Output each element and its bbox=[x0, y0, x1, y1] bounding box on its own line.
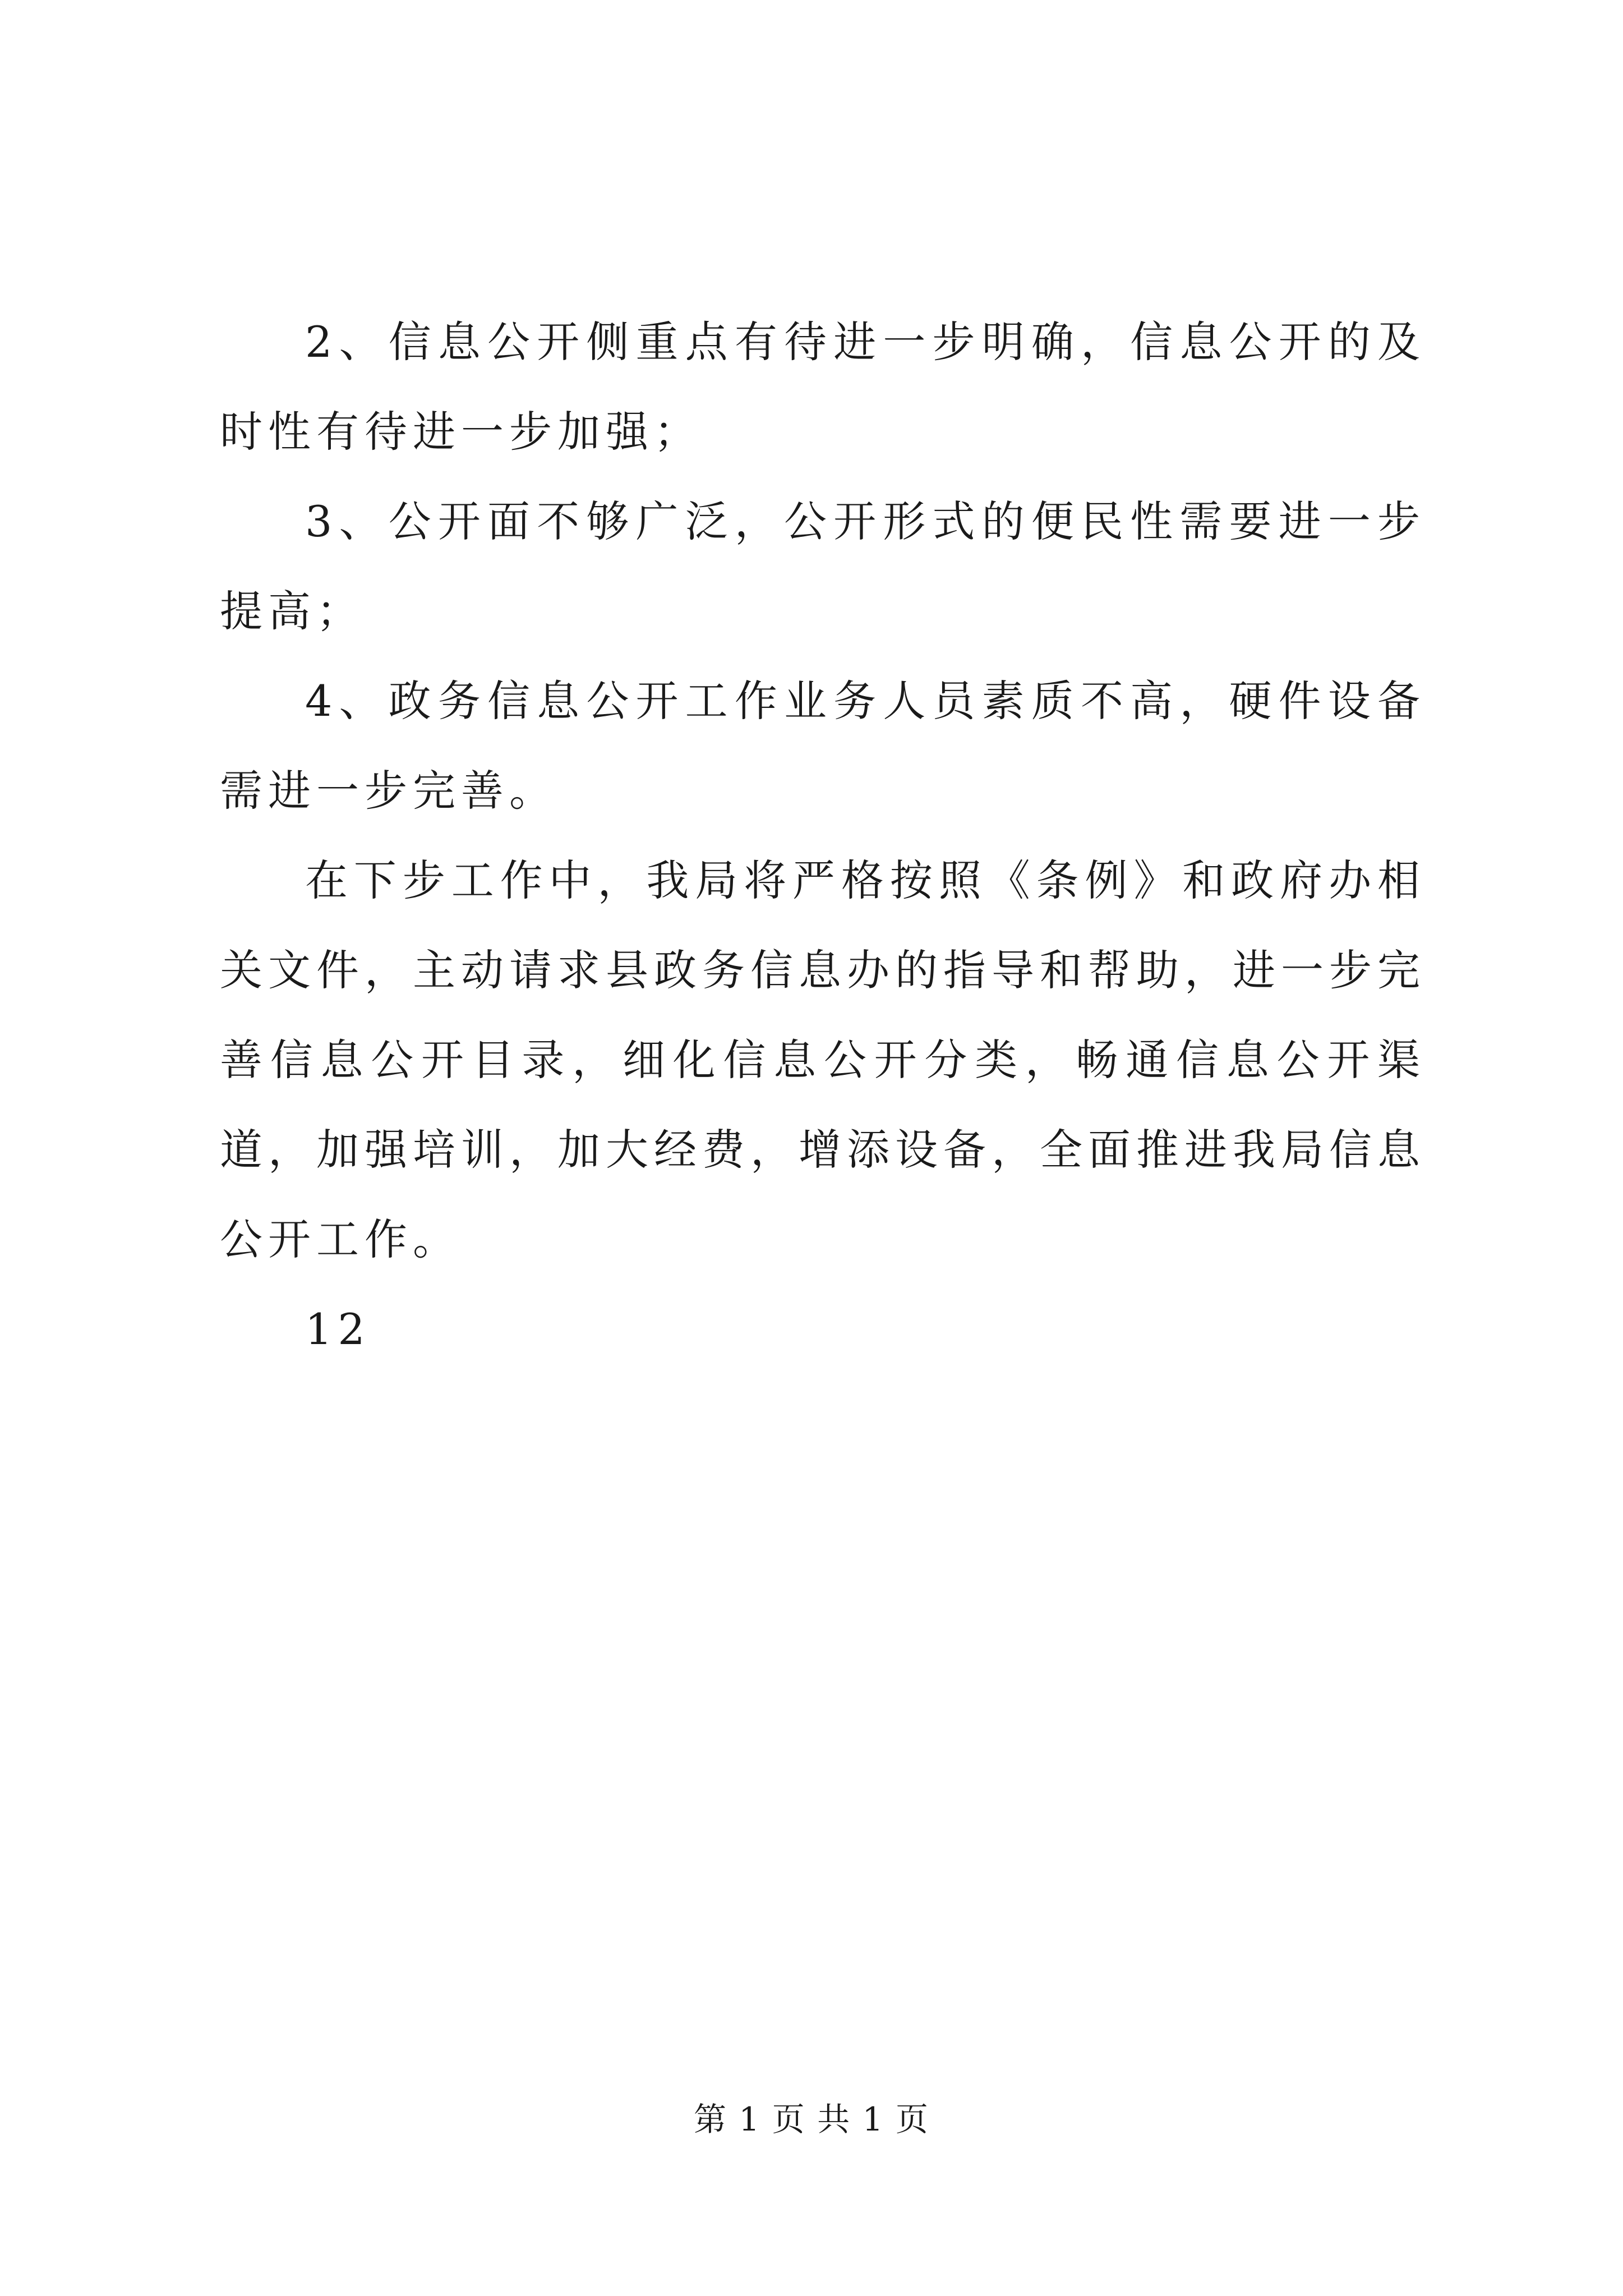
paragraph-item-3: 3、公开面不够广泛，公开形式的便民性需要进一步提高； bbox=[220, 496, 1426, 636]
document-body bbox=[220, 297, 1426, 1374]
paragraph-number: 12 bbox=[305, 1304, 371, 1354]
paragraph-item-4: 4、政务信息公开工作业务人员素质不高，硬件设备需进一步完善。 bbox=[220, 676, 1426, 816]
paragraph-item-2: 2、信息公开侧重点有待进一步明确，信息公开的及时性有待进一步加强； bbox=[220, 317, 1426, 457]
page-footer: 第 1 页 共 1 页 bbox=[694, 2100, 929, 2138]
paragraph-next-steps: 在下步工作中，我局将严格按照《条例》和政府办相关文件，主动请求县政务信息办的指导和帮助，进一步完善信息公开目录，细化信息公开分类，畅通信息公开渠道，加强培训，加大经费，增添设备，全面推进我局信息公开工作。 bbox=[220, 855, 1426, 1264]
